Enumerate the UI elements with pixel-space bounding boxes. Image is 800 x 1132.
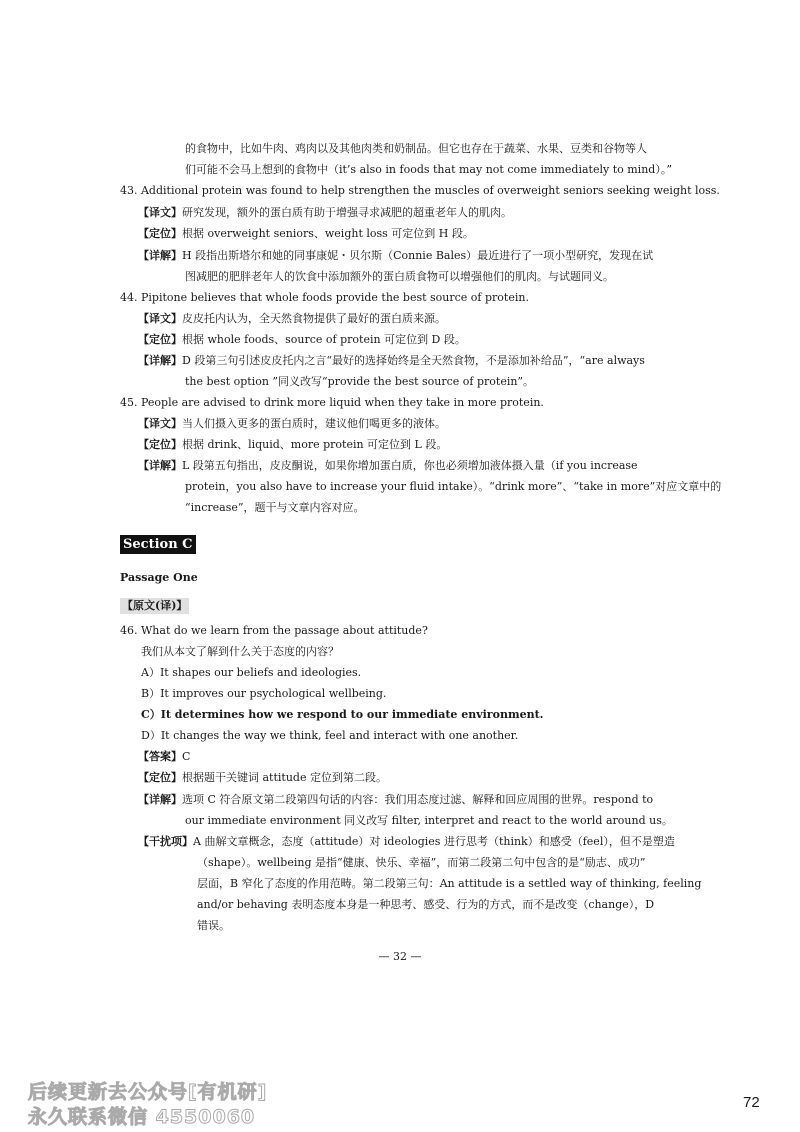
text: 根据 whole foods、source of protein 可定位到 D 段。 <box>182 333 466 346</box>
q46-explanation <box>138 792 653 808</box>
original-text-label: 【原文(译)】 <box>122 599 188 612</box>
section-heading: Section C <box>120 535 196 554</box>
option-c: C）It determines how we respond to our immediate environment. <box>141 708 544 721</box>
tag-label: 【详解】 <box>138 459 182 472</box>
text-line: （shape）。wellbeing 是指“健康、快乐、幸福”，而第二段第二句中包含的是“励志、成功” <box>197 856 646 869</box>
q46-answer <box>138 749 190 765</box>
question-45: 45. People are advised to drink more liquid when they take in more protein. <box>120 396 544 409</box>
text: C <box>182 750 191 763</box>
tag-label: 【详解】 <box>138 793 182 806</box>
option-b: B）It improves our psychological wellbeing. <box>141 687 387 700</box>
q43-translation <box>138 205 512 221</box>
q45-translation <box>138 416 446 432</box>
text-line: 的食物中，比如牛肉、鸡肉以及其他肉类和奶制品。但它也存在于蔬菜、水果、豆类和谷物等人 <box>185 142 647 155</box>
q46-distractors <box>138 834 675 850</box>
text: 当人们摄入更多的蛋白质时，建议他们喝更多的液体。 <box>182 417 446 430</box>
text-line: the best option ”同义改写“provide the best source of protein”。 <box>185 375 535 388</box>
q44-location <box>138 332 466 348</box>
text-line: our immediate environment 同义改写 filter, interpret and react to the world around us。 <box>185 814 673 827</box>
tag-label: 【答案】 <box>138 750 182 763</box>
page-number: — 32 — <box>378 950 422 963</box>
watermark-line-1: 后续更新去公众号[有机研] <box>28 1081 268 1103</box>
text: A 曲解文章概念，态度（attitude）对 ideologies 进行思考（think）和感受（feel），但不是塑造 <box>193 835 675 848</box>
option-a: A）It shapes our beliefs and ideologies. <box>141 666 362 679</box>
passage-title: Passage One <box>120 571 198 584</box>
text-line: 层面，B 窄化了态度的作用范畴。第二段第三句：An attitude is a settled way of thinking, feeling <box>197 877 702 890</box>
q44-explanation <box>138 353 645 369</box>
question-43: 43. Additional protein was found to help strengthen the muscles of overweight seniors seeking weight loss. <box>120 184 720 197</box>
text: 选项 C 符合原文第二段第四句话的内容：我们用态度过滤、解释和回应周围的世界。respond to <box>182 793 654 806</box>
text: 根据 drink、liquid、more protein 可定位到 L 段。 <box>182 438 448 451</box>
text-line: and/or behaving 表明态度本身是一种思考、感受、行为的方式，而不是改变（change），D <box>197 898 655 911</box>
tag-label: 【详解】 <box>138 354 182 367</box>
tag-label: 【干扰项】 <box>138 835 193 848</box>
q45-location <box>138 437 447 453</box>
text-line: 图减肥的肥胖老年人的饮食中添加额外的蛋白质食物可以增强他们的肌肉。与试题同义。 <box>185 270 614 283</box>
q43-explanation <box>138 248 653 264</box>
tag-label: 【详解】 <box>138 249 182 262</box>
text: 根据题干关键词 attitude 定位到第二段。 <box>182 771 387 784</box>
corner-page-number: 72 <box>743 1094 760 1111</box>
option-d: D）It changes the way we think, feel and interact with one another. <box>141 729 519 742</box>
tag-label: 【译文】 <box>138 312 182 325</box>
tag-label: 【定位】 <box>138 333 182 346</box>
text-line: 错误。 <box>197 919 230 932</box>
question-46: 46. What do we learn from the passage about attitude? <box>120 624 428 637</box>
q44-translation <box>138 311 446 327</box>
tag-label: 【译文】 <box>138 206 182 219</box>
tag-label: 【定位】 <box>138 438 182 451</box>
tag-label: 【译文】 <box>138 417 182 430</box>
q46-location <box>138 770 387 786</box>
tag-label: 【定位】 <box>138 227 182 240</box>
q46-translation: 我们从本文了解到什么关于态度的内容？ <box>141 645 339 658</box>
text: L 段第五句指出，皮皮酮说，如果你增加蛋白质，你也必须增加液体摄入量（if you increase <box>182 459 638 472</box>
text: 研究发现，额外的蛋白质有助于增强寻求减肥的超重老年人的肌肉。 <box>182 206 512 219</box>
text-line: 们可能不会马上想到的食物中（it’s also in foods that may not come immediately to mind）。” <box>185 163 672 176</box>
watermark-line-2: 永久联系微信 4550060 <box>28 1106 256 1128</box>
q43-location <box>138 226 474 242</box>
tag-label: 【定位】 <box>138 771 182 784</box>
text: H 段指出斯塔尔和她的同事康妮・贝尔斯（Connie Bales）最近进行了一项小型研究，发现在试 <box>182 249 654 262</box>
text: D 段第三句引述皮皮托内之言“最好的选择始终是全天然食物，不是添加补给品”，“are always <box>182 354 645 367</box>
text-line: “increase”，题干与文章内容对应。 <box>185 501 365 514</box>
question-44: 44. Pipitone believes that whole foods provide the best source of protein. <box>120 291 529 304</box>
text: 皮皮托内认为，全天然食物提供了最好的蛋白质来源。 <box>182 312 446 325</box>
q45-explanation <box>138 458 638 474</box>
text: 根据 overweight seniors、weight loss 可定位到 H 段。 <box>182 227 474 240</box>
text-line: protein，you also have to increase your fluid intake）。“drink more”、“take in more”对应文章中的 <box>185 480 722 493</box>
